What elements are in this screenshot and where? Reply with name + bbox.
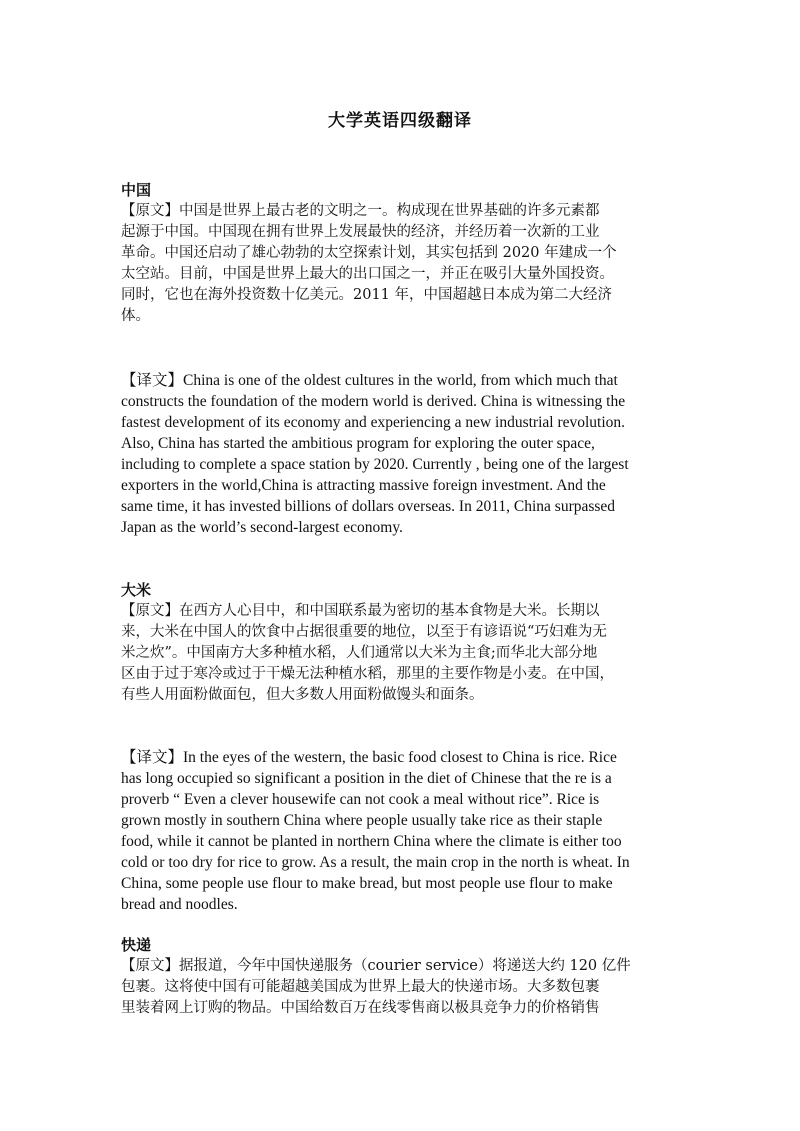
section-heading: 快递	[121, 936, 152, 954]
original-line: 来，大米在中国人的饮食中占据很重要的地位，以至于有谚语说“巧妇难为无	[121, 624, 607, 640]
original-line: 太空站。目前，中国是世界上最大的出口国之一，并正在吸引大量外国投资。	[121, 266, 614, 282]
translation-line: Also, China has started the ambitious program for exploring the outer space,	[121, 435, 595, 452]
original-line: 米之炊”。中国南方大多种植水稻，人们通常以大米为主食;而华北大部分地	[121, 645, 598, 661]
translation-line: has long occupied so significant a position in the diet of Chinese that the re is a	[121, 770, 612, 787]
original-line: 包裹。这将使中国有可能超越美国成为世界上最大的快递市场。大多数包裹	[121, 979, 600, 995]
translation-line: food, while it cannot be planted in northern China where the climate is either too	[121, 833, 622, 850]
translation-line: China, some people use flour to make bread, but most people use flour to make	[121, 875, 613, 892]
original-line: 同时，它也在海外投资数十亿美元。2011 年，中国超越日本成为第二大经济	[121, 287, 613, 303]
translation-line: bread and noodles.	[121, 896, 238, 913]
original-line: 【原文】中国是世界上最古老的文明之一。构成现在世界基础的许多元素都	[121, 203, 600, 219]
original-line: 里装着网上订购的物品。中国给数百万在线零售商以极具竞争力的价格销售	[121, 1000, 600, 1016]
document-title: 大学英语四级翻译	[328, 111, 472, 131]
translation-line: constructs the foundation of the modern world is derived. China is witnessing the	[121, 393, 626, 410]
original-line: 有些人用面粉做面包，但大多数人用面粉做馒头和面条。	[121, 687, 484, 703]
section-heading: 中国	[121, 181, 152, 199]
translation-line: 【译文】China is one of the oldest cultures in the world, from which much that	[121, 372, 618, 389]
original-line: 体。	[121, 308, 150, 324]
translation-line: grown mostly in southern China where people usually take rice as their staple	[121, 812, 603, 829]
original-line: 【原文】据报道，今年中国快递服务（courier service）将递送大约 120 亿件	[121, 958, 631, 974]
translation-line: exporters in the world,China is attracting massive foreign investment. And the	[121, 477, 606, 494]
translation-line: including to complete a space station by 2020. Currently , being one of the largest	[121, 456, 629, 473]
translation-line: proverb “ Even a clever housewife can not cook a meal without rice”. Rice is	[121, 791, 600, 808]
section-china-original	[121, 180, 681, 327]
translation-line: fastest development of its economy and experiencing a new industrial revolution.	[121, 414, 626, 431]
original-line: 【原文】在西方人心目中，和中国联系最为密切的基本食物是大米。长期以	[121, 603, 600, 619]
translation-line: cold or too dry for rice to grow. As a result, the main crop in the north is wheat. In	[121, 854, 630, 871]
translation-line: Japan as the world’s second-largest economy.	[121, 519, 403, 536]
section-rice-translation	[121, 747, 681, 915]
section-china-translation	[121, 370, 681, 538]
translation-line: 【译文】In the eyes of the western, the basic food closest to China is rice. Rice	[121, 749, 617, 766]
original-line: 起源于中国。中国现在拥有世界上发展最快的经济，并经历着一次新的工业	[121, 224, 600, 240]
translation-line: same time, it has invested billions of dollars overseas. In 2011, China surpassed	[121, 498, 616, 515]
section-rice-original	[121, 580, 681, 706]
section-heading: 大米	[121, 581, 152, 599]
original-line: 区由于过于寒冷或过于干燥无法种植水稻，那里的主要作物是小麦。在中国，	[121, 666, 614, 682]
section-courier-original	[121, 935, 681, 1019]
original-line: 革命。中国还启动了雄心勃勃的太空探索计划，其实包括到 2020 年建成一个	[121, 245, 617, 261]
